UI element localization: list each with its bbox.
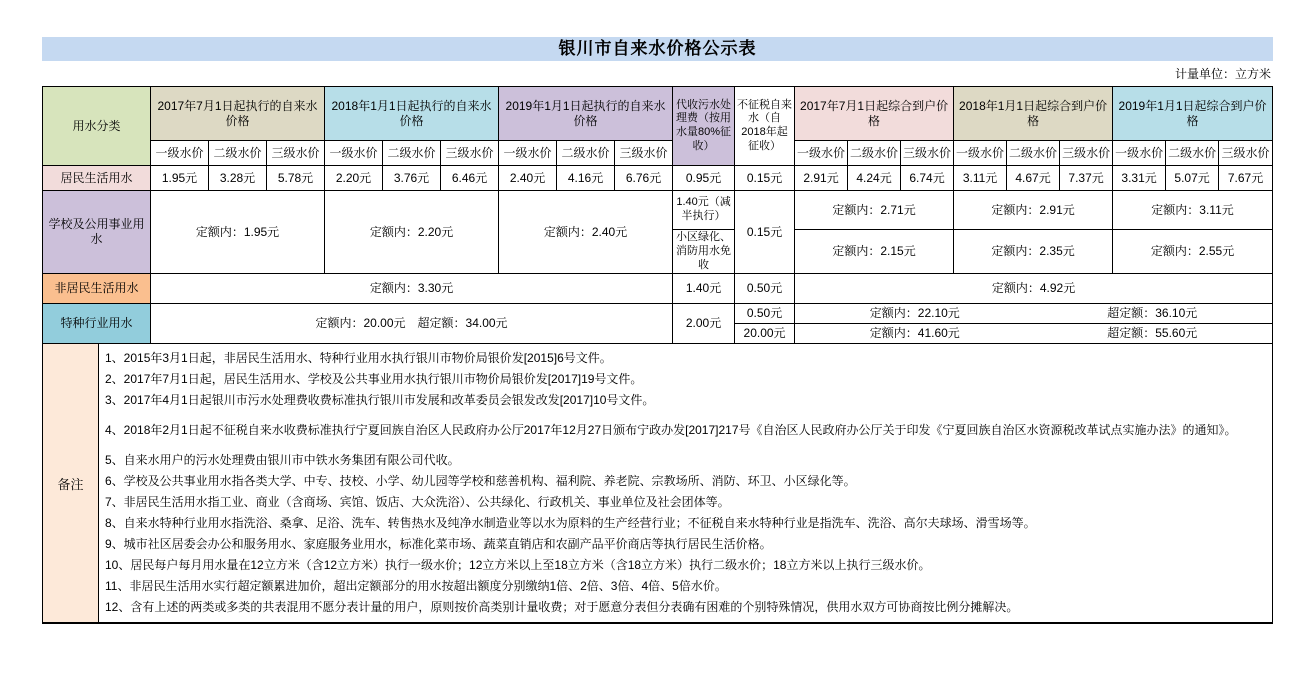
tier-label: 二级水价 [383,141,441,166]
price-cell: 3.31元 [1113,166,1166,191]
quota-over-value: 超定额：55.60元 [1107,326,1198,341]
price-cell: 3.11元 [954,166,1007,191]
untaxed-cell: 0.15元 [735,191,795,274]
tier-label: 一级水价 [1113,141,1166,166]
header-exec-2017: 2017年7月1日起执行的自来水价格 [151,87,325,141]
price-table [42,86,1273,344]
price-cell: 4.67元 [1007,166,1060,191]
quota-cell: 定额内：2.20元 [325,191,499,274]
tier-label: 三级水价 [441,141,499,166]
table-row [43,191,1273,230]
price-cell: 1.95元 [151,166,209,191]
price-cell: 2.91元 [795,166,848,191]
quota-cell: 定额内：1.95元 [151,191,325,274]
header-sewage-fee: 代收污水处理费（按用水量80%征收） [673,87,735,166]
tier-label: 三级水价 [1219,141,1273,166]
quota-cell: 定额内：2.40元 [499,191,673,274]
quota-cell: 定额内：3.30元 [151,274,673,304]
quota-cell: 定额内：2.71元 [795,191,954,230]
tier-label: 二级水价 [209,141,267,166]
note-item: 2、2017年7月1日起，居民生活用水、学校及公共事业用水执行银川市物价局银价发[2017]19号文件。 [105,372,643,387]
note-item: 9、城市社区居委会办公和服务用水、家庭服务业用水，标准化菜市场、蔬菜直销店和农副产品平价商店等执行居民生活价格。 [105,537,772,552]
quota-cell [795,324,1273,344]
quota-within-value: 定额内：22.10元 [869,306,960,321]
sewage-fee-cell: 0.95元 [673,166,735,191]
row-label-non-residential: 非居民生活用水 [43,274,151,304]
tier-label: 一级水价 [795,141,848,166]
quota-cell: 定额内：2.35元 [954,230,1113,274]
header-exec-2019: 2019年1月1日起执行的自来水价格 [499,87,673,141]
note-item: 3、2017年4月1日起银川市污水处理费收费标准执行银川市发展和改革委员会银发改发[2017]10号文件。 [105,393,655,408]
tier-label: 二级水价 [848,141,901,166]
price-cell: 6.74元 [901,166,954,191]
tier-label: 三级水价 [1060,141,1113,166]
unit-note: 计量单位：立方米 [1174,67,1271,81]
quota-cell: 定额内：2.15元 [795,230,954,274]
price-cell: 3.28元 [209,166,267,191]
header-exec-2018: 2018年1月1日起执行的自来水价格 [325,87,499,141]
table-row [43,274,1273,304]
sewage-fee-cell: 1.40元（减半执行） [673,191,735,230]
price-cell: 2.20元 [325,166,383,191]
note-item: 10、居民每户每月用水量在12立方米（含12立方米）执行一级水价；12立方米以上至18立方米（含18立方米）执行二级水价；18立方米以上执行三级水价。 [105,558,931,573]
price-cell: 6.46元 [441,166,499,191]
table-row [43,304,1273,324]
price-cell: 4.16元 [557,166,615,191]
untaxed-cell: 20.00元 [735,324,795,344]
quota-cell [795,304,1273,324]
sewage-fee-cell: 小区绿化、消防用水免收 [673,230,735,274]
quota-cell: 定额内：2.55元 [1113,230,1273,274]
note-item: 6、学校及公共事业用水指各类大学、中专、技校、小学、幼儿园等学校和慈善机构、福利院、养老院、宗教场所、消防、环卫、小区绿化等。 [105,474,856,489]
price-cell: 2.40元 [499,166,557,191]
price-cell: 4.24元 [848,166,901,191]
quota-cell: 定额内：3.11元 [1113,191,1273,230]
sewage-fee-cell: 1.40元 [673,274,735,304]
untaxed-cell: 0.15元 [735,166,795,191]
note-item: 7、非居民生活用水指工业、商业（含商场、宾馆、饭店、大众洗浴）、公共绿化、行政机关、事业单位及社会团体等。 [105,495,730,510]
tier-label: 一级水价 [499,141,557,166]
header-usage-category: 用水分类 [43,87,151,166]
quota-cell: 定额内：20.00元 超定额：34.00元 [151,304,673,344]
price-cell: 7.67元 [1219,166,1273,191]
water-price-notice [42,37,1273,624]
quota-cell: 定额内：2.91元 [954,191,1113,230]
row-label-special: 特种行业用水 [43,304,151,344]
quota-within-value: 定额内：41.60元 [869,326,960,341]
price-cell: 5.07元 [1166,166,1219,191]
notes-label: 备注 [43,344,99,622]
notes-section [42,344,1273,624]
header-comp-2018: 2018年1月1日起综合到户价格 [954,87,1113,141]
tier-label: 三级水价 [901,141,954,166]
price-cell: 5.78元 [267,166,325,191]
row-label-school: 学校及公用事业用水 [43,191,151,274]
note-item: 11、非居民生活用水实行超定额累进加价，超出定额部分的用水按超出额度分别缴纳1倍、2倍、3倍、4倍、5倍水价。 [105,579,727,594]
price-cell: 7.37元 [1060,166,1113,191]
row-label-residential: 居民生活用水 [43,166,151,191]
note-item: 8、自来水特种行业用水指洗浴、桑拿、足浴、洗车、转售热水及纯净水制造业等以水为原料的生产经营行业；不征税自来水特种行业是指洗车、洗浴、高尔夫球场、滑雪场等。 [105,516,1036,531]
header-comp-2019: 2019年1月1日起综合到户价格 [1113,87,1273,141]
tier-label: 二级水价 [1007,141,1060,166]
untaxed-cell: 0.50元 [735,304,795,324]
tier-label: 一级水价 [325,141,383,166]
note-item: 4、2018年2月1日起不征税自来水收费标准执行宁夏回族自治区人民政府办公厅2017年12月27日颁布宁政办发[2017]217号《自治区人民政府办公厅关于印发《宁夏回族自治区水资源税改革试点实施办法》的通知》。 [105,423,1237,438]
note-item: 1、2015年3月1日起，非居民生活用水、特种行业用水执行银川市物价局银价发[2015]6号文件。 [105,351,612,366]
price-cell: 6.76元 [615,166,673,191]
tier-label: 二级水价 [557,141,615,166]
header-untaxed-water: 不征税自来水（自2018年起征收） [735,87,795,166]
tier-label: 三级水价 [615,141,673,166]
price-cell: 3.76元 [383,166,441,191]
tier-label: 三级水价 [267,141,325,166]
tier-label: 一级水价 [954,141,1007,166]
header-comp-2017: 2017年7月1日起综合到户价格 [795,87,954,141]
table-row [43,166,1273,191]
page-title: 银川市自来水价格公示表 [42,37,1273,61]
sewage-fee-cell: 2.00元 [673,304,735,344]
note-item: 5、自来水用户的污水处理费由银川市中铁水务集团有限公司代收。 [105,453,460,468]
untaxed-cell: 0.50元 [735,274,795,304]
note-item: 12、含有上述的两类或多类的共表混用不愿分表计量的用户，原则按价高类别计量收费；对于愿意分表但分表确有困难的个别特殊情况，供用水双方可协商按比例分摊解决。 [105,600,1019,615]
quota-over-value: 超定额：36.10元 [1107,306,1198,321]
tier-label: 二级水价 [1166,141,1219,166]
tier-label: 一级水价 [151,141,209,166]
notes-content [99,344,1272,622]
quota-cell: 定额内：4.92元 [795,274,1273,304]
